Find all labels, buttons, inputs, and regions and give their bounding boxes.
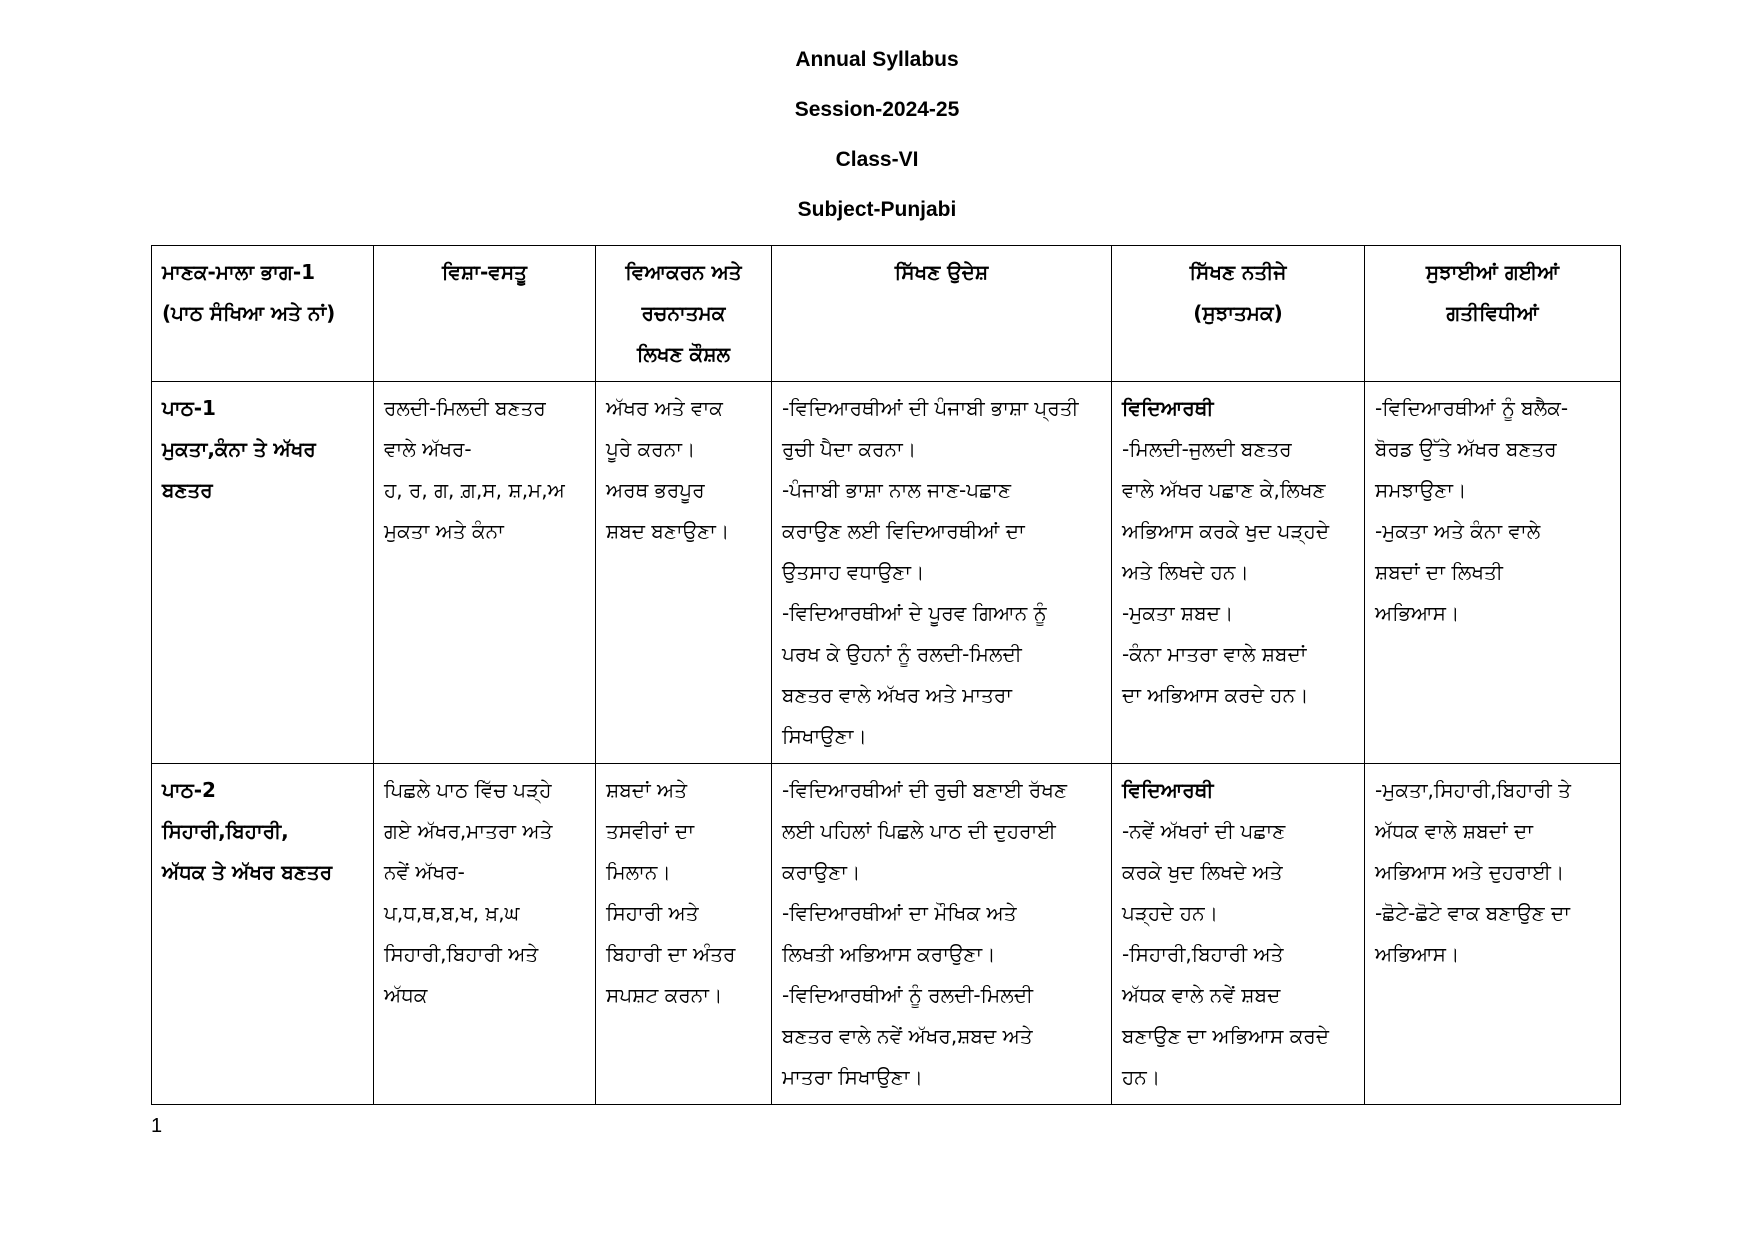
header-objectives-line: ਸਿੱਖਣ ਉਦੇਸ਼ xyxy=(894,260,989,284)
cell-grammar-line: ਅਰਥ ਭਰਪੂਰ xyxy=(606,478,705,502)
cell-grammar-line: ਤਸਵੀਰਾਂ ਦਾ xyxy=(606,819,695,843)
table-row xyxy=(152,382,1621,764)
outcomes-heading: ਵਿਦਿਆਰਥੀ xyxy=(1122,778,1214,802)
cell-lesson-line: ਬਣਤਰ xyxy=(162,478,213,502)
cell-grammar-line: ਬਿਹਾਰੀ ਦਾ ਅੰਤਰ xyxy=(606,942,736,966)
cell-content-line: ਅੱਧਕ xyxy=(384,983,428,1007)
cell-activities-line: -ਵਿਦਿਆਰਥੀਆਂ ਨੂੰ ਬਲੈਕ- xyxy=(1375,396,1569,420)
document-title: Annual Syllabus xyxy=(795,48,959,71)
cell-content xyxy=(374,764,596,1105)
header-outcomes xyxy=(1112,246,1365,382)
cell-objectives-line: ਬਣਤਰ ਵਾਲੇ ਅੱਖਰ ਅਤੇ ਮਾਤਰਾ xyxy=(782,683,1012,707)
header-content-line: ਵਿਸ਼ਾ-ਵਸਤੂ xyxy=(442,260,527,284)
cell-activities xyxy=(1365,382,1621,764)
cell-activities-line: ਅਭਿਆਸ। xyxy=(1375,942,1460,966)
cell-grammar-line: ਸ਼ਬਦਾਂ ਅਤੇ xyxy=(606,778,688,802)
cell-lesson-line: ਪਾਠ-2 xyxy=(162,778,216,802)
header-grammar-line: ਲਿਖਣ ਕੌਸ਼ਲ xyxy=(636,342,731,366)
document-header xyxy=(0,42,1754,242)
cell-grammar-line: ਅੱਖਰ ਅਤੇ ਵਾਕ xyxy=(606,396,723,420)
cell-outcomes-line: ਹਨ। xyxy=(1122,1065,1161,1089)
syllabus-table xyxy=(151,245,1621,1105)
cell-grammar xyxy=(596,764,772,1105)
cell-content-line: ਰਲਦੀ-ਮਿਲਦੀ ਬਣਤਰ xyxy=(384,396,546,420)
cell-content-line: ਪਿਛਲੇ ਪਾਠ ਵਿੱਚ ਪੜ੍ਹੇ xyxy=(384,778,552,802)
cell-outcomes-line: ਅਤੇ ਲਿਖਦੇ ਹਨ। xyxy=(1122,560,1249,584)
cell-outcomes-line: -ਕੰਨਾ ਮਾਤਰਾ ਵਾਲੇ ਸ਼ਬਦਾਂ xyxy=(1122,642,1307,666)
cell-content-line: ਨਵੇਂ ਅੱਖਰ- xyxy=(384,860,465,884)
cell-activities-line: -ਮੁਕਤਾ ਅਤੇ ਕੰਨਾ ਵਾਲੇ xyxy=(1375,519,1541,543)
header-activities-line: ਗਤੀਵਿਧੀਆਂ xyxy=(1446,301,1539,325)
cell-objectives-line: -ਵਿਦਿਆਰਥੀਆਂ ਦਾ ਮੌਖਿਕ ਅਤੇ xyxy=(782,901,1017,925)
cell-content-line: ਗਏ ਅੱਖਰ,ਮਾਤਰਾ ਅਤੇ xyxy=(384,819,553,843)
cell-objectives-line: ਉਤਸਾਹ ਵਧਾਉਣਾ। xyxy=(782,560,925,584)
cell-objectives-line: ਪਰਖ ਕੇ ਉਹਨਾਂ ਨੂੰ ਰਲਦੀ-ਮਿਲਦੀ xyxy=(782,642,1022,666)
cell-content-line: ਹ, ਰ, ਗ, ਗ਼,ਸ, ਸ਼,ਮ,ਅ xyxy=(384,478,565,502)
cell-outcomes-line: -ਸਿਹਾਰੀ,ਬਿਹਾਰੀ ਅਤੇ xyxy=(1122,942,1284,966)
cell-objectives-line: ਲਿਖਤੀ ਅਭਿਆਸ ਕਰਾਉਣਾ। xyxy=(782,942,996,966)
header-objectives xyxy=(772,246,1112,382)
cell-activities-line: ਸ਼ਬਦਾਂ ਦਾ ਲਿਖਤੀ xyxy=(1375,560,1503,584)
header-outcomes-line: ਸਿੱਖਣ ਨਤੀਜੇ xyxy=(1189,260,1287,284)
table-row xyxy=(152,764,1621,1105)
header-lesson-line: ਮਾਣਕ-ਮਾਲਾ ਭਾਗ-1 xyxy=(162,260,316,284)
header-lesson-line: (ਪਾਠ ਸੰਖਿਆ ਅਤੇ ਨਾਂ) xyxy=(162,301,336,325)
cell-content-line: ਪ,ਧ,ਥ,ਬ,ਖ, ਖ਼,ਘ xyxy=(384,901,520,925)
cell-outcomes-line: ਅਭਿਆਸ ਕਰਕੇ ਖੁਦ ਪੜ੍ਹਦੇ xyxy=(1122,519,1330,543)
header-activities xyxy=(1365,246,1621,382)
cell-grammar-line: ਪੂਰੇ ਕਰਨਾ। xyxy=(606,437,696,461)
cell-objectives-line: -ਵਿਦਿਆਰਥੀਆਂ ਦੇ ਪੂਰਵ ਗਿਆਨ ਨੂੰ xyxy=(782,601,1047,625)
cell-activities-line: ਅਭਿਆਸ। xyxy=(1375,601,1460,625)
cell-grammar-line: ਸ਼ਬਦ ਬਣਾਉਣਾ। xyxy=(606,519,730,543)
cell-outcomes-line: -ਨਵੇਂ ਅੱਖਰਾਂ ਦੀ ਪਛਾਣ xyxy=(1122,819,1286,843)
cell-activities-line: -ਛੋਟੇ-ਛੋਟੇ ਵਾਕ ਬਣਾਉਣ ਦਾ xyxy=(1375,901,1570,925)
cell-objectives-line: ਕਰਾਉਣਾ। xyxy=(782,860,861,884)
cell-activities-line: ਸਮਝਾਉਣਾ। xyxy=(1375,478,1467,502)
cell-content-line: ਸਿਹਾਰੀ,ਬਿਹਾਰੀ ਅਤੇ xyxy=(384,942,539,966)
table-header-row xyxy=(152,246,1621,382)
cell-activities-line: ਬੋਰਡ ਉੱਤੇ ਅੱਖਰ ਬਣਤਰ xyxy=(1375,437,1557,461)
cell-outcomes-line: ਵਾਲੇ ਅੱਖਰ ਪਛਾਣ ਕੇ,ਲਿਖਣ xyxy=(1122,478,1326,502)
cell-objectives-line: ਬਣਤਰ ਵਾਲੇ ਨਵੇਂ ਅੱਖਰ,ਸ਼ਬਦ ਅਤੇ xyxy=(782,1024,1033,1048)
cell-grammar-line: ਮਿਲਾਨ। xyxy=(606,860,671,884)
class-label: Class-VI xyxy=(835,148,919,171)
cell-outcomes xyxy=(1112,764,1365,1105)
cell-objectives-line: -ਵਿਦਿਆਰਥੀਆਂ ਨੂੰ ਰਲਦੀ-ਮਿਲਦੀ xyxy=(782,983,1034,1007)
cell-outcomes-line: ਅੱਧਕ ਵਾਲੇ ਨਵੇਂ ਸ਼ਬਦ xyxy=(1122,983,1281,1007)
cell-lesson xyxy=(152,382,374,764)
cell-activities-line: -ਮੁਕਤਾ,ਸਿਹਾਰੀ,ਬਿਹਾਰੀ ਤੇ xyxy=(1375,778,1571,802)
cell-outcomes-line: ਬਣਾਉਣ ਦਾ ਅਭਿਆਸ ਕਰਦੇ xyxy=(1122,1024,1329,1048)
cell-outcomes xyxy=(1112,382,1365,764)
cell-grammar-line: ਸਪਸ਼ਟ ਕਰਨਾ। xyxy=(606,983,723,1007)
cell-objectives-line: -ਪੰਜਾਬੀ ਭਾਸ਼ਾ ਨਾਲ ਜਾਣ-ਪਛਾਣ xyxy=(782,478,1012,502)
cell-outcomes-line: -ਮਿਲਦੀ-ਜੁਲਦੀ ਬਣਤਰ xyxy=(1122,437,1292,461)
cell-lesson xyxy=(152,764,374,1105)
cell-lesson-line: ਅੱਧਕ ਤੇ ਅੱਖਰ ਬਣਤਰ xyxy=(162,860,333,884)
header-activities-line: ਸੁਝਾਈਆਂ ਗਈਆਂ xyxy=(1425,260,1560,284)
cell-outcomes-line: -ਮੁਕਤਾ ਸ਼ਬਦ। xyxy=(1122,601,1234,625)
header-grammar-line: ਵਿਆਕਰਨ ਅਤੇ xyxy=(625,260,742,284)
cell-objectives-line: ਸਿਖਾਉਣਾ। xyxy=(782,724,867,748)
cell-outcomes-line: ਪੜ੍ਹਦੇ ਹਨ। xyxy=(1122,901,1219,925)
header-grammar xyxy=(596,246,772,382)
cell-activities xyxy=(1365,764,1621,1105)
cell-content xyxy=(374,382,596,764)
subject-label: Subject-Punjabi xyxy=(797,198,957,221)
cell-objectives-line: ਮਾਤਰਾ ਸਿਖਾਉਣਾ। xyxy=(782,1065,923,1089)
cell-lesson-line: ਸਿਹਾਰੀ,ਬਿਹਾਰੀ, xyxy=(162,819,289,843)
cell-lesson-line: ਪਾਠ-1 xyxy=(162,396,216,420)
cell-outcomes-line: ਕਰਕੇ ਖੁਦ ਲਿਖਦੇ ਅਤੇ xyxy=(1122,860,1283,884)
cell-content-line: ਮੁਕਤਾ ਅਤੇ ਕੰਨਾ xyxy=(384,519,504,543)
cell-grammar-line: ਸਿਹਾਰੀ ਅਤੇ xyxy=(606,901,699,925)
cell-objectives xyxy=(772,382,1112,764)
header-content xyxy=(374,246,596,382)
cell-lesson-line: ਮੁਕਤਾ,ਕੰਨਾ ਤੇ ਅੱਖਰ xyxy=(162,437,316,461)
cell-activities-line: ਅਭਿਆਸ ਅਤੇ ਦੁਹਰਾਈ। xyxy=(1375,860,1565,884)
cell-grammar xyxy=(596,382,772,764)
page-number: 1 xyxy=(151,1115,163,1137)
cell-objectives xyxy=(772,764,1112,1105)
session-label: Session-2024-25 xyxy=(794,98,960,121)
cell-outcomes-line: ਦਾ ਅਭਿਆਸ ਕਰਦੇ ਹਨ। xyxy=(1122,683,1309,707)
header-grammar-line: ਰਚਨਾਤਮਕ xyxy=(641,301,726,325)
outcomes-heading: ਵਿਦਿਆਰਥੀ xyxy=(1122,396,1214,420)
cell-objectives-line: ਕਰਾਉਣ ਲਈ ਵਿਦਿਆਰਥੀਆਂ ਦਾ xyxy=(782,519,1025,543)
header-lesson xyxy=(152,246,374,382)
cell-objectives-line: ਲਈ ਪਹਿਲਾਂ ਪਿਛਲੇ ਪਾਠ ਦੀ ਦੁਹਰਾਈ xyxy=(782,819,1056,843)
cell-objectives-line: -ਵਿਦਿਆਰਥੀਆਂ ਦੀ ਰੁਚੀ ਬਣਾਈ ਰੱਖਣ xyxy=(782,778,1068,802)
cell-objectives-line: ਰੁਚੀ ਪੈਦਾ ਕਰਨਾ। xyxy=(782,437,917,461)
cell-activities-line: ਅੱਧਕ ਵਾਲੇ ਸ਼ਬਦਾਂ ਦਾ xyxy=(1375,819,1533,843)
cell-content-line: ਵਾਲੇ ਅੱਖਰ- xyxy=(384,437,472,461)
cell-objectives-line: -ਵਿਦਿਆਰਥੀਆਂ ਦੀ ਪੰਜਾਬੀ ਭਾਸ਼ਾ ਪ੍ਰਤੀ xyxy=(782,396,1079,420)
header-outcomes-line: (ਸੁਝਾਤਮਕ) xyxy=(1193,301,1283,325)
